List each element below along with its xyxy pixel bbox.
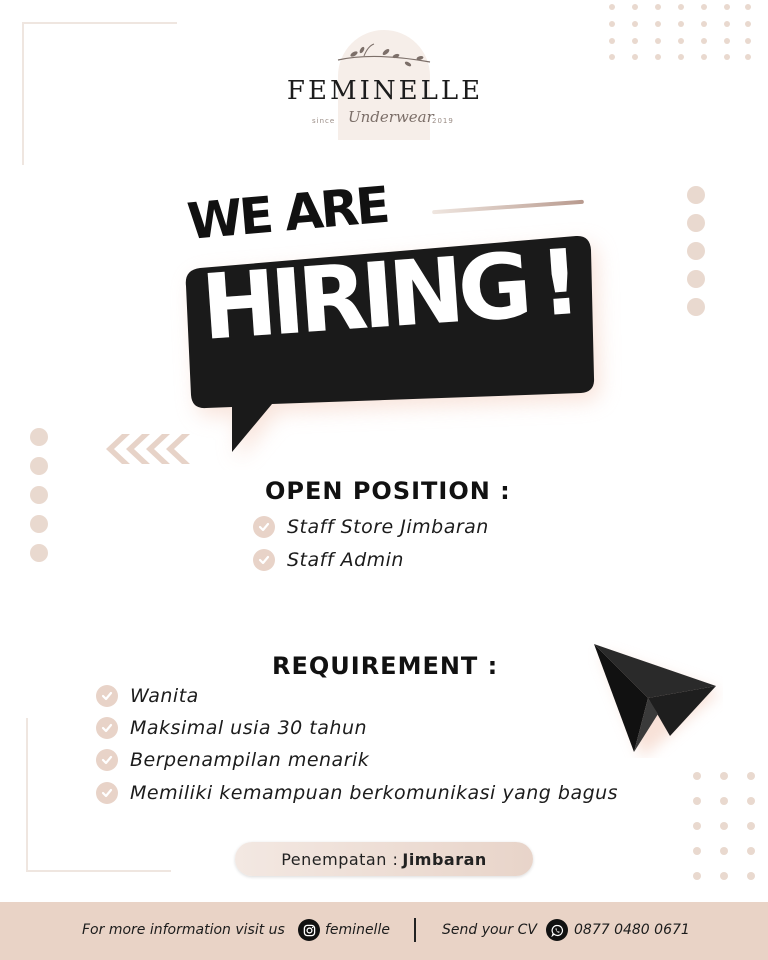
check-icon	[96, 685, 118, 707]
requirement-item	[96, 782, 618, 804]
position-item	[253, 549, 404, 571]
frame-line-bottom	[26, 870, 171, 872]
position-item-label: Staff Store Jimbaran	[287, 516, 489, 538]
requirement-item-label: Wanita	[130, 685, 199, 707]
instagram-icon[interactable]	[298, 919, 320, 941]
brand-since-label: since	[312, 117, 336, 125]
check-icon	[253, 549, 275, 571]
placement-label: Penempatan :	[281, 849, 399, 869]
speech-bubble	[0, 0, 768, 470]
requirement-item	[96, 749, 369, 771]
open-position-title: OPEN POSITION :	[265, 477, 511, 505]
whatsapp-number[interactable]: 0877 0480 0671	[574, 922, 690, 938]
check-icon	[96, 749, 118, 771]
check-icon	[253, 516, 275, 538]
headline-exclaim: !	[536, 230, 579, 338]
brand-script: Underwear	[348, 108, 434, 126]
footer-separator	[414, 918, 416, 942]
instagram-handle[interactable]: feminelle	[325, 922, 390, 938]
paper-plane-icon	[588, 640, 723, 758]
placement-pill	[235, 842, 533, 876]
headline-hiring: HIRING!	[198, 230, 579, 361]
check-icon	[96, 717, 118, 739]
requirement-item-label: Memiliki kemampuan berkomunikasi yang bagus	[130, 782, 619, 804]
footer-bar	[0, 902, 768, 960]
check-icon	[96, 782, 118, 804]
brand-name: FEMINELLE	[286, 76, 484, 106]
requirement-title: REQUIREMENT :	[272, 652, 499, 680]
frame-line-bottom-left	[26, 718, 28, 872]
footer-cv-text: Send your CV	[442, 922, 537, 938]
requirement-item-label: Berpenampilan menarik	[130, 749, 370, 771]
whatsapp-icon[interactable]	[546, 919, 568, 941]
requirement-item	[96, 717, 367, 739]
footer-info-text: For more information visit us	[82, 922, 285, 938]
brand-since-year: 2019	[432, 117, 454, 125]
position-item	[253, 516, 489, 538]
requirement-item	[96, 685, 199, 707]
placement-value: Jimbaran	[402, 849, 487, 869]
chevrons-left-icon	[100, 432, 190, 466]
requirement-item-label: Maksimal usia 30 tahun	[130, 717, 368, 739]
position-item-label: Staff Admin	[287, 549, 404, 571]
headline-we-are: WE ARE	[184, 175, 390, 251]
